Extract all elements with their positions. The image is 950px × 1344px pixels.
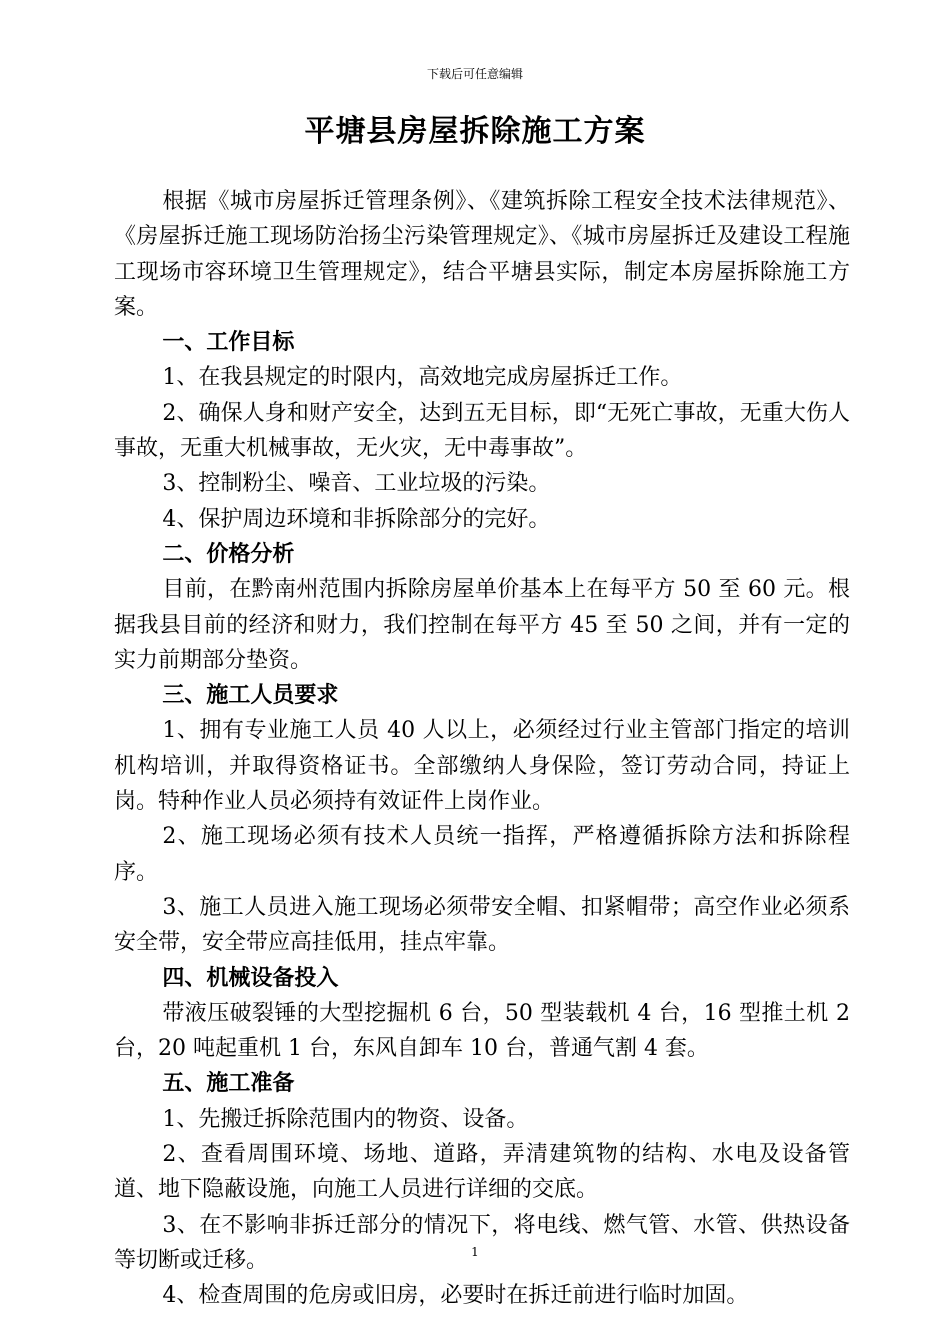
preparation-item-1: 1、先搬迁拆除范围内的物资、设备。 xyxy=(162,1106,529,1132)
equipment-paragraph: 带液压破裂锤的大型挖掘机 6 台，50 型装载机 4 台，16 型推土机 2 台，20 吨起重机 1 台，东风自卸车 10 台，普通气割 4 套。 xyxy=(114,1000,850,1062)
intro-paragraph: 根据《城市房屋拆迁管理条例》、《建筑拆除工程安全技术法律规范》、《房屋拆迁施工现场防治扬尘污染管理规定》、《城市房屋拆迁及建设工程施工现场市容环境卫生管理规定》，结合平塘县实际，制定本房屋拆除施工方案。 xyxy=(114,189,850,320)
preparation-item-4: 4、检查周围的危房或旧房，必要时在拆迁前进行临时加固。 xyxy=(162,1283,749,1309)
section-heading-preparation: 五、施工准备 xyxy=(162,1070,295,1097)
preparation-item-2: 2、查看周围环境、场地、道路，弄清建筑物的结构、水电及设备管道、地下隐蔽设施，向施工人员进行详细的交底。 xyxy=(114,1142,850,1203)
price-paragraph: 目前，在黔南州范围内拆除房屋单价基本上在每平方 50 至 60 元。根据我县目前的经济和财力，我们控制在每平方 45 至 50 之间，并有一定的实力前期部分垫资。 xyxy=(114,577,850,673)
section-heading-equipment: 四、机械设备投入 xyxy=(162,964,339,991)
staff-item-2: 2、施工现场必须有技术人员统一指挥，严格遵循拆除方法和拆除程序。 xyxy=(114,824,850,885)
page-header: 下载后可任意编辑 xyxy=(426,67,523,81)
goals-item-3: 3、控制粉尘、噪音、工业垃圾的污染。 xyxy=(162,471,551,497)
section-heading-goals: 一、工作目标 xyxy=(162,329,295,356)
staff-item-3: 3、施工人员进入施工现场必须带安全帽、扣紧帽带；高空作业必须系安全带，安全带应高挂低用，挂点牢靠。 xyxy=(114,894,850,956)
page-number: 1 xyxy=(471,1245,479,1259)
preparation-item-3: 3、在不影响非拆迁部分的情况下，将电线、燃气管、水管、供热设备等切断或迁移。 xyxy=(114,1212,850,1273)
section-heading-price: 二、价格分析 xyxy=(162,540,295,567)
document-title: 平塘县房屋拆除施工方案 xyxy=(304,114,646,149)
staff-item-1: 1、拥有专业施工人员 40 人以上，必须经过行业主管部门指定的培训机构培训，并取得资格证书。全部缴纳人身保险，签订劳动合同，持证上岗。特种作业人员必须持有效证件上岗作业。 xyxy=(114,718,850,815)
goals-item-2: 2、确保人身和财产安全，达到五无目标，即“无死亡事故，无重大伤人事故，无重大机械事故，无火灾，无中毒事故”。 xyxy=(114,400,850,462)
goals-item-4: 4、保护周边环境和非拆除部分的完好。 xyxy=(162,506,551,532)
document-body xyxy=(114,184,850,1314)
goals-item-1: 1、在我县规定的时限内，高效地完成房屋拆迁工作。 xyxy=(162,365,683,391)
section-heading-staff: 三、施工人员要求 xyxy=(162,682,339,709)
